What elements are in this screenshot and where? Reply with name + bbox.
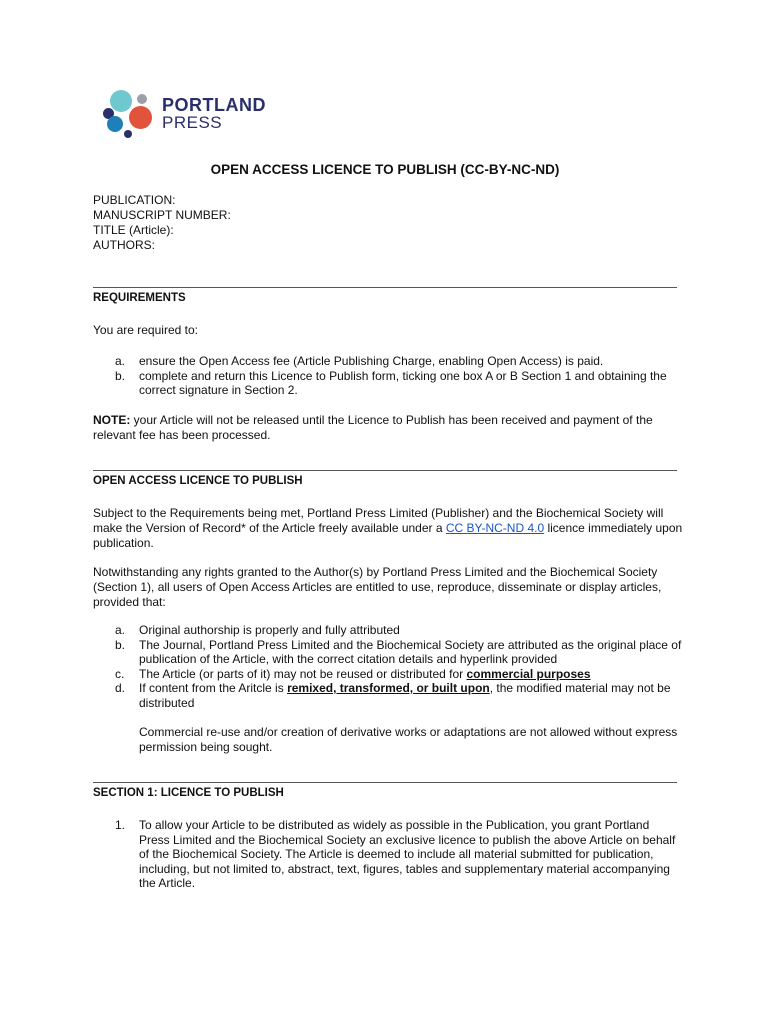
list-item-text: The Journal, Portland Press Limited and the Biochemical Society are attributed as the original place of publication of the Article, with the correct citation details and hyperlink provided: [139, 637, 682, 666]
licence-conditions-list: [93, 623, 683, 710]
section1-list: [93, 818, 683, 891]
list-item-text: complete and return this Licence to Publish form, ticking one box A or B Section 1 and obtaining the correct signature in Section 2.: [139, 368, 667, 397]
cc-licence-link[interactable]: CC BY-NC-ND 4.0: [445, 521, 545, 535]
logo-dot-grey: [137, 94, 147, 104]
publication-meta: [93, 193, 231, 253]
logo-line1: PORTLAND: [162, 95, 266, 115]
list-marker: d.: [115, 681, 126, 695]
requirements-intro: You are required to:: [93, 323, 198, 337]
list-item-text: Original authorship is properly and fully attributed: [139, 623, 400, 637]
note-text: your Article will not be released until the Licence to Publish has been received and payment of the relevant fee has been processed.: [93, 413, 653, 442]
logo-line2: PRESS: [162, 113, 223, 132]
logo-wordmark: [162, 96, 266, 132]
logo-dot-red: [129, 106, 152, 129]
licence-heading: OPEN ACCESS LICENCE TO PUBLISH: [93, 475, 303, 487]
logo-dot-small-navy: [124, 130, 132, 138]
note-label: NOTE:: [93, 413, 131, 427]
requirements-list: [93, 354, 683, 398]
list-marker: c.: [115, 666, 125, 681]
list-item: [93, 667, 683, 682]
list-marker: a.: [115, 354, 126, 368]
licence-para1-post: licence immediately upon publication.: [93, 521, 683, 550]
section1-heading: SECTION 1: LICENCE TO PUBLISH: [93, 787, 284, 799]
meta-publication: PUBLICATION:: [93, 193, 176, 207]
list-item: [93, 681, 683, 710]
list-marker: a.: [115, 623, 126, 637]
meta-title: TITLE (Article):: [93, 223, 174, 237]
list-item: [93, 369, 683, 398]
licence-paragraph-2: Notwithstanding any rights granted to the Author(s) by Portland Press Limited and the Biochemical Society (Section 1), all users of Open Access Articles are entitled to use, reproduce, disseminate or display articles, provided that:: [93, 565, 662, 609]
section-divider: [93, 287, 677, 288]
list-item-text: ensure the Open Access fee (Article Publishing Charge, enabling Open Access) is paid.: [139, 354, 604, 368]
meta-authors: AUTHORS:: [93, 238, 156, 252]
requirements-heading: REQUIREMENTS: [93, 292, 186, 304]
list-marker: b.: [115, 637, 126, 652]
list-item-text: The Article (or parts of it) may not be reused or distributed for: [139, 666, 467, 681]
licence-paragraph-1: [93, 506, 683, 551]
portland-press-logo: [100, 88, 280, 140]
section-divider: [93, 782, 677, 783]
logo-dot-blue: [107, 116, 123, 132]
licence-para1-pre: Subject to the Requirements being met, Portland Press Limited (Publisher) and the Biochemical Society will make the Version of Record* of the Article freely available under a: [93, 506, 664, 535]
logo-dot-teal: [110, 90, 132, 112]
list-item-text-tail: , the modified material may not be distributed: [139, 681, 671, 710]
commercial-purposes-emphasis: commercial purposes: [466, 666, 591, 681]
list-item: [93, 818, 683, 891]
list-item: [93, 638, 683, 667]
list-marker: 1.: [115, 818, 126, 832]
list-item-text: If content from the Aritcle is: [139, 681, 288, 695]
remixed-emphasis: remixed, transformed, or built upon: [287, 681, 490, 695]
meta-manuscript-number: MANUSCRIPT NUMBER:: [93, 208, 231, 222]
list-item: [93, 623, 683, 638]
section-divider: [93, 470, 677, 471]
document-title: OPEN ACCESS LICENCE TO PUBLISH (CC-BY-NC-ND): [210, 162, 560, 177]
requirements-note: [93, 413, 683, 443]
list-item-text: To allow your Article to be distributed as widely as possible in the Publication, you grant Portland Press Limited and the Biochemical Society an exclusive licence to publish the above Article on behalf of the Biochemical Society. The Article is deemed to include all material submitted for publication, including, but not limited to, abstract, text, figures, tables and supplementary material accompanying the Article.: [139, 818, 676, 890]
commercial-reuse-note: Commercial re-use and/or creation of derivative works or adaptations are not allowed without express permission being sought.: [139, 725, 678, 754]
list-item: [93, 354, 683, 369]
list-marker: b.: [115, 368, 126, 383]
logo-dots-icon: [100, 88, 156, 140]
